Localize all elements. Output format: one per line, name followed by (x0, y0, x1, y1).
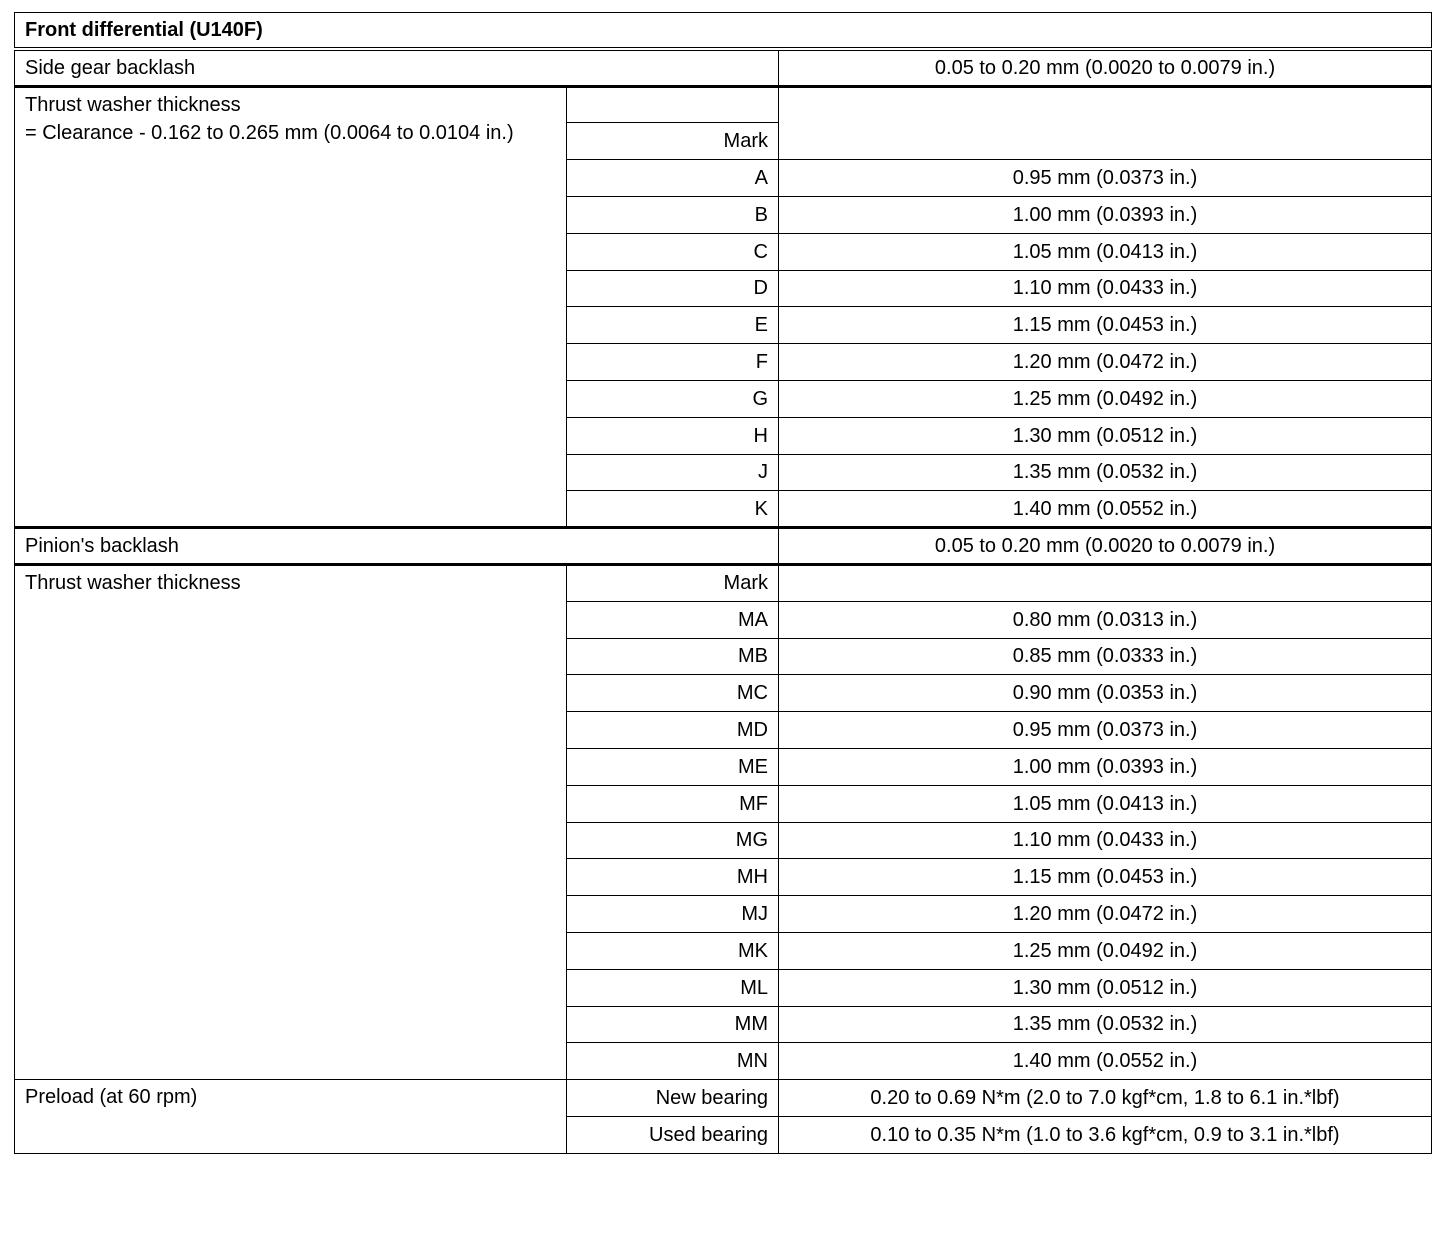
pinion-backlash-value: 0.05 to 0.20 mm (0.0020 to 0.0079 in.) (779, 528, 1432, 565)
spec-table (14, 12, 1432, 1154)
mark-cell: J (567, 454, 779, 491)
value-cell: 1.10 mm (0.0433 in.) (779, 822, 1432, 859)
mark-cell: F (567, 344, 779, 381)
value-cell: 1.05 mm (0.0413 in.) (779, 233, 1432, 270)
value-cell: 1.15 mm (0.0453 in.) (779, 859, 1432, 896)
mark-cell: E (567, 307, 779, 344)
mark-cell: ME (567, 748, 779, 785)
mark-cell: MK (567, 932, 779, 969)
mark-cell: MF (567, 785, 779, 822)
value-cell: 1.40 mm (0.0552 in.) (779, 491, 1432, 528)
value-cell: 1.15 mm (0.0453 in.) (779, 307, 1432, 344)
empty-cell (567, 86, 779, 123)
side-thrust-washer-label-line1: Thrust washer thickness (25, 93, 241, 116)
value-cell: 1.35 mm (0.0532 in.) (779, 1006, 1432, 1043)
mark-cell: K (567, 491, 779, 528)
new-bearing-value: 0.20 to 0.69 N*m (2.0 to 7.0 kgf*cm, 1.8 to 6.1 in.*lbf) (779, 1080, 1432, 1117)
value-cell: 1.00 mm (0.0393 in.) (779, 196, 1432, 233)
mark-cell: MM (567, 1006, 779, 1043)
mark-cell: B (567, 196, 779, 233)
value-cell: 1.30 mm (0.0512 in.) (779, 417, 1432, 454)
used-bearing-label: Used bearing (567, 1116, 779, 1153)
mark-cell: MH (567, 859, 779, 896)
value-cell: 1.30 mm (0.0512 in.) (779, 969, 1432, 1006)
pinion-backlash-label: Pinion's backlash (15, 528, 779, 565)
mark-cell: C (567, 233, 779, 270)
value-cell: 1.00 mm (0.0393 in.) (779, 748, 1432, 785)
mark-cell: MA (567, 601, 779, 638)
empty-cell (779, 86, 1432, 160)
side-gear-backlash-value: 0.05 to 0.20 mm (0.0020 to 0.0079 in.) (779, 49, 1432, 86)
mark-cell: MC (567, 675, 779, 712)
mark-cell: MN (567, 1043, 779, 1080)
value-cell: 0.95 mm (0.0373 in.) (779, 712, 1432, 749)
value-cell: 1.05 mm (0.0413 in.) (779, 785, 1432, 822)
new-bearing-label: New bearing (567, 1080, 779, 1117)
value-cell: 0.80 mm (0.0313 in.) (779, 601, 1432, 638)
mark-cell: MG (567, 822, 779, 859)
pinion-thrust-washer-label: Thrust washer thickness (15, 564, 567, 1079)
value-cell: 1.40 mm (0.0552 in.) (779, 1043, 1432, 1080)
mark-cell: ML (567, 969, 779, 1006)
value-cell: 0.95 mm (0.0373 in.) (779, 160, 1432, 197)
side-thrust-washer-label (15, 86, 567, 528)
value-cell: 1.25 mm (0.0492 in.) (779, 380, 1432, 417)
mark-cell: H (567, 417, 779, 454)
value-cell: 0.90 mm (0.0353 in.) (779, 675, 1432, 712)
table-title: Front differential (U140F) (15, 13, 1432, 50)
mark-cell: MD (567, 712, 779, 749)
mark-cell: G (567, 380, 779, 417)
mark-cell: D (567, 270, 779, 307)
value-cell: 1.10 mm (0.0433 in.) (779, 270, 1432, 307)
value-cell: 1.20 mm (0.0472 in.) (779, 344, 1432, 381)
value-cell: 1.25 mm (0.0492 in.) (779, 932, 1432, 969)
empty-cell (779, 564, 1432, 601)
value-cell: 1.35 mm (0.0532 in.) (779, 454, 1432, 491)
mark-cell: MB (567, 638, 779, 675)
mark-header: Mark (567, 564, 779, 601)
mark-header: Mark (567, 123, 779, 160)
side-thrust-washer-label-line2: = Clearance - 0.162 to 0.265 mm (0.0064 to 0.0104 in.) (25, 121, 514, 144)
used-bearing-value: 0.10 to 0.35 N*m (1.0 to 3.6 kgf*cm, 0.9 to 3.1 in.*lbf) (779, 1116, 1432, 1153)
value-cell: 1.20 mm (0.0472 in.) (779, 896, 1432, 933)
mark-cell: A (567, 160, 779, 197)
preload-label: Preload (at 60 rpm) (15, 1080, 567, 1154)
mark-cell: MJ (567, 896, 779, 933)
side-gear-backlash-label: Side gear backlash (15, 49, 779, 86)
value-cell: 0.85 mm (0.0333 in.) (779, 638, 1432, 675)
